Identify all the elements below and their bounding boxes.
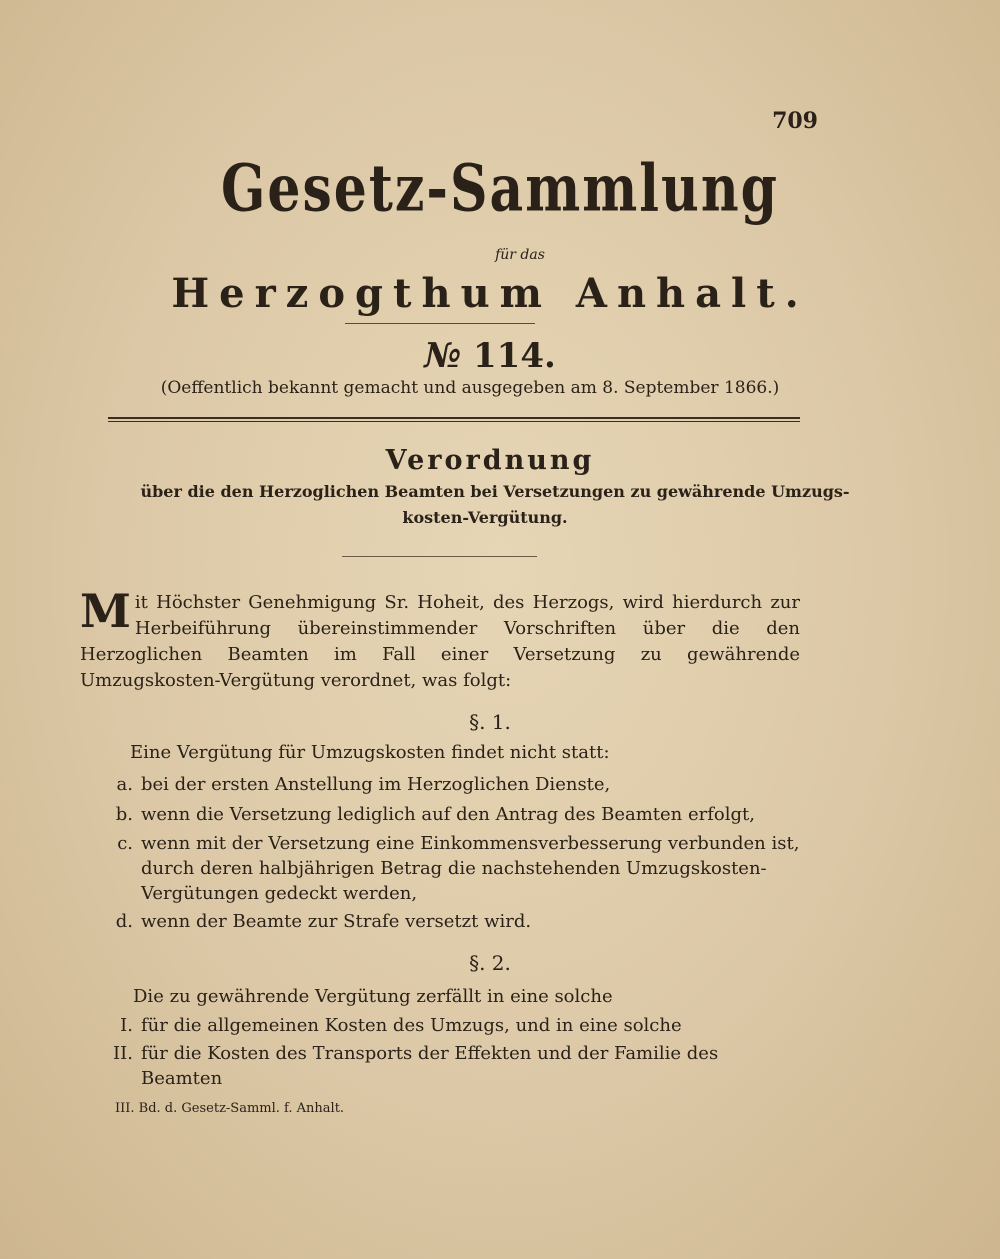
divider <box>342 556 537 557</box>
double-rule-second <box>108 421 800 422</box>
footer-reference: III. Bd. d. Gesetz-Samml. f. Anhalt. <box>115 1101 345 1116</box>
section-1-heading: §. 1. <box>469 710 511 734</box>
state-name: Herzogthum Anhalt. <box>171 270 809 317</box>
ordinance-subtitle-line1: über die den Herzoglichen Beamten bei Versetzungen zu gewährende Umzugs- <box>140 482 850 501</box>
list-item: I. für die allgemeinen Kosten des Umzugs, und in eine solche <box>120 1015 682 1036</box>
drop-cap: M <box>80 584 131 638</box>
section-2-lead: Die zu gewährende Vergütung zerfällt in eine solche <box>133 986 613 1007</box>
list-item: Vergütungen gedeckt werden, <box>141 883 418 904</box>
ordinance-subtitle-line2: kosten-Vergütung. <box>402 508 568 527</box>
list-item: d. wenn der Beamte zur Strafe versetzt wird. <box>115 911 532 932</box>
list-item: b. wenn die Versetzung lediglich auf den Antrag des Beamten erfolgt, <box>115 804 755 825</box>
page-number: 709 <box>772 108 818 134</box>
section-1-lead: Eine Vergütung für Umzugskosten findet nicht statt: <box>130 742 610 763</box>
intro-text: it Höchster Genehmigung Sr. Hoheit, des Herzogs, wird hierdurch zur Herbeiführung übereinstimmender Vorschriften über die den Herzoglichen Beamten im Fall einer Versetzung zu gewährende Umzugskosten-Vergütung verordnet, was folgt: <box>80 592 800 691</box>
list-item: a. bei der ersten Anstellung im Herzoglichen Dienste, <box>116 774 611 795</box>
section-2-heading: §. 2. <box>469 951 511 975</box>
numero-sign: № <box>424 336 462 376</box>
list-item: c. wenn mit der Versetzung eine Einkommensverbesserung verbunden ist, <box>117 833 800 854</box>
intro-paragraph <box>80 584 800 694</box>
divider <box>345 323 535 324</box>
title-connector: für das <box>495 247 545 263</box>
issue-number-value: 114. <box>473 336 556 376</box>
collection-title: Gesetz-Sammlung <box>221 150 779 227</box>
list-item: II. für die Kosten des Transports der Effekten und der Familie des <box>113 1043 719 1064</box>
publication-note: (Oeffentlich bekannt gemacht und ausgegeben am 8. September 1866.) <box>160 378 780 398</box>
double-rule <box>108 417 800 419</box>
issue-number <box>0 336 990 376</box>
list-item: Beamten <box>141 1068 223 1089</box>
ordinance-heading: Verordnung <box>385 445 595 476</box>
list-item: durch deren halbjährigen Betrag die nachstehenden Umzugskosten- <box>141 858 767 879</box>
